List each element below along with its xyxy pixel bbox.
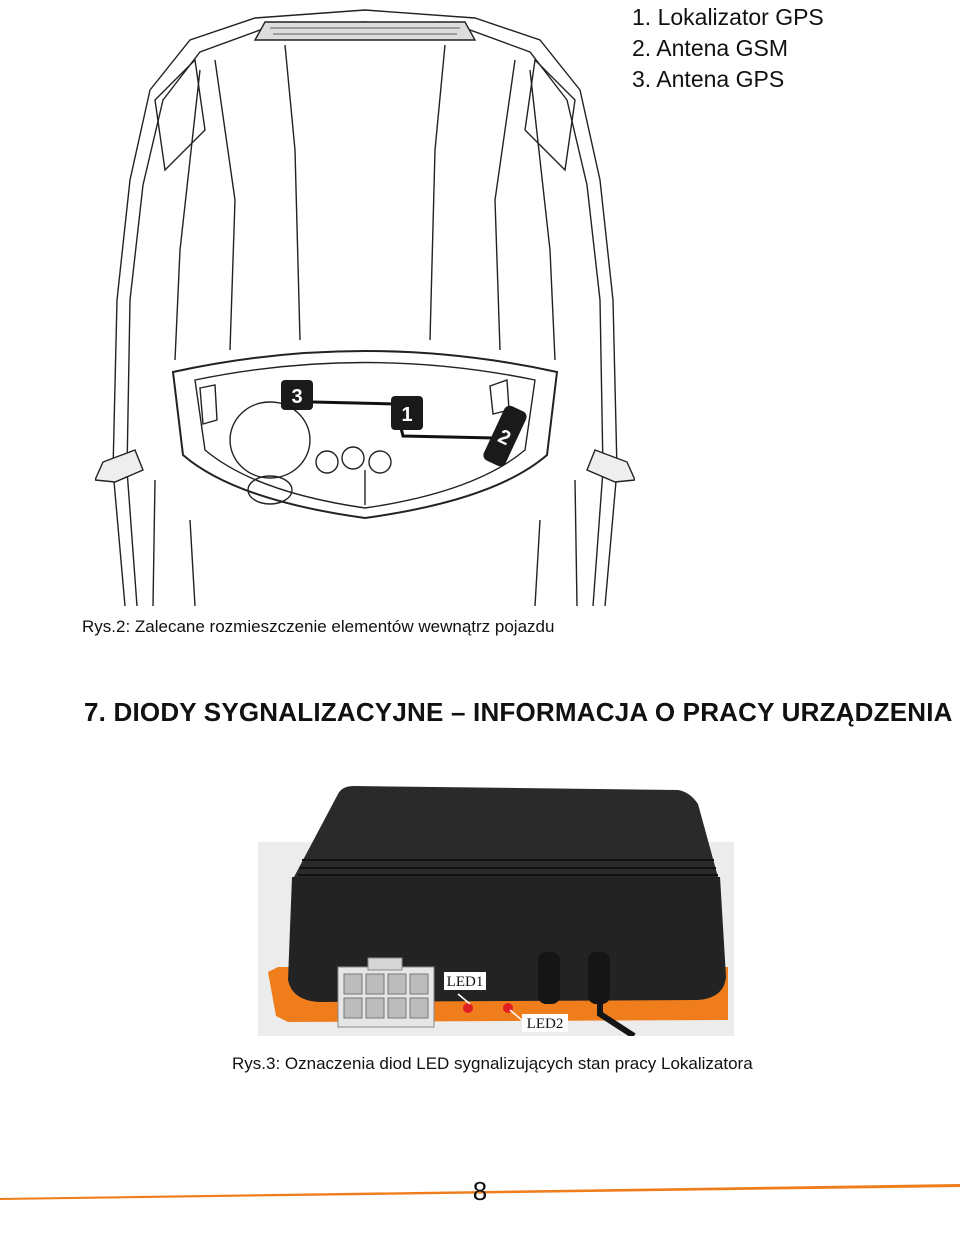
gps-locator-device-photo bbox=[258, 782, 734, 1036]
antenna-cable-1 bbox=[538, 952, 560, 1004]
led1-indicator bbox=[463, 1003, 473, 1013]
figure-3-caption: Rys.3: Oznaczenia diod LED sygnalizujących stan pracy Lokalizatora bbox=[232, 1054, 753, 1073]
component-legend bbox=[632, 2, 824, 95]
page-number: 8 bbox=[472, 1176, 488, 1206]
antenna-cable-2 bbox=[588, 952, 610, 1004]
marker-2-label: 2 bbox=[494, 425, 514, 451]
legend-item-gps-antenna: 3. Antena GPS bbox=[632, 66, 785, 92]
device-top-face bbox=[294, 786, 718, 877]
legend-item-gps-locator: 1. Lokalizator GPS bbox=[632, 4, 824, 30]
car-placement-diagram bbox=[95, 0, 635, 606]
section-heading: 7. DIODY SYGNALIZACYJNE – INFORMACJA O PRACY URZĄDZENIA bbox=[84, 697, 953, 727]
marker-1-label: 1 bbox=[401, 404, 413, 426]
figure-2-caption: Rys.2: Zalecane rozmieszczenie elementów wewnątrz pojazdu bbox=[82, 617, 555, 636]
legend-item-gsm-antenna: 2. Antena GSM bbox=[632, 35, 788, 61]
led2-label: LED2 bbox=[526, 1016, 564, 1032]
led1-label: LED1 bbox=[446, 974, 484, 990]
marker-3-label: 3 bbox=[291, 386, 303, 408]
